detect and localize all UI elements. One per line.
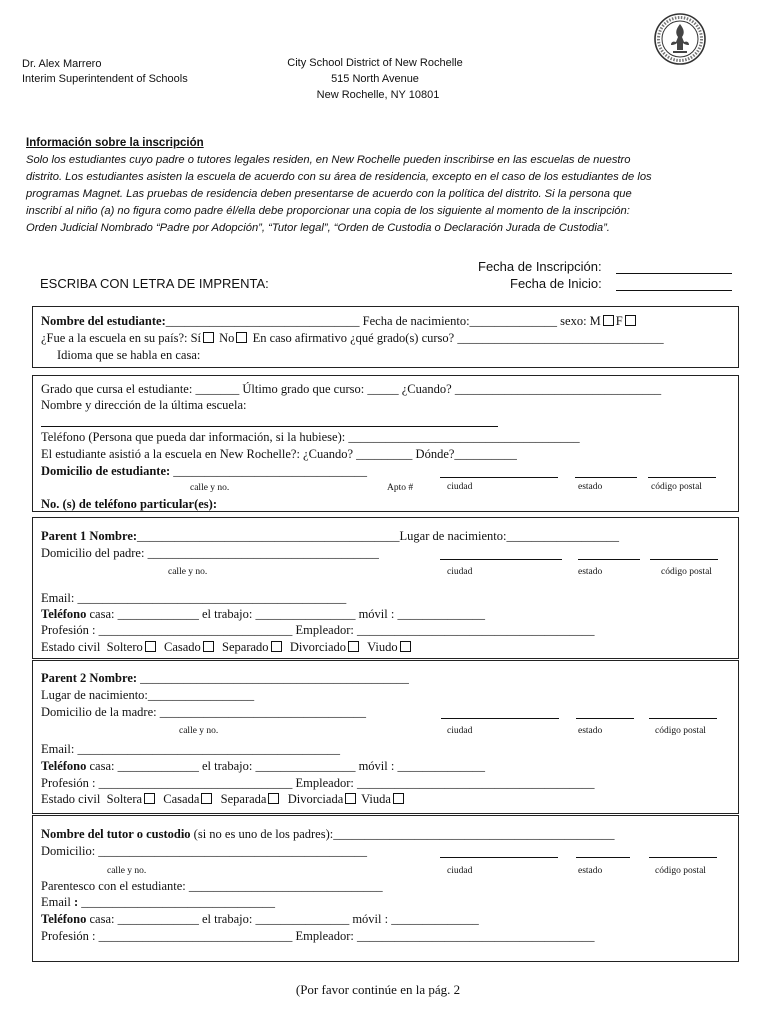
parent2-work-label: el trabajo:: [201, 759, 253, 773]
sex-label: sexo: M: [560, 314, 601, 328]
parent1-city-field[interactable]: [440, 559, 562, 560]
parent2-profession-field[interactable]: _______________________________: [98, 776, 293, 790]
parent1-email-label: Email:: [41, 591, 75, 605]
abroad-no-label: No: [219, 331, 235, 345]
attended-when-field[interactable]: _________: [356, 447, 413, 461]
current-grade-label: Grado que cursa el estudiante:: [41, 382, 193, 396]
parent2-birthplace-label: Lugar de nacimiento:: [41, 688, 148, 702]
caption-state: estado: [578, 482, 603, 492]
grades-question: En caso afirmativo ¿qué grado(s) curso?: [252, 331, 455, 345]
where-label: Dónde?: [415, 447, 455, 461]
abroad-row: [41, 330, 664, 347]
caption-city: ciudad: [447, 567, 473, 577]
parent1-phone-label: Teléfono: [41, 607, 87, 621]
home-phones-label: No. (s) de teléfono particular(es):: [41, 497, 217, 511]
guardian-work-label: el trabajo:: [201, 912, 253, 926]
guardian-home-field[interactable]: _____________: [117, 912, 199, 926]
parent1-name-field[interactable]: __________________________________________: [137, 529, 400, 543]
parent1-phone-row: [41, 606, 485, 623]
guardian-home-label: casa:: [89, 912, 115, 926]
grade-row: [41, 381, 661, 398]
parent1-birthplace-label: Lugar de nacimiento:: [399, 529, 507, 543]
parent2-email-row: [41, 741, 340, 758]
superintendent-name: Dr. Alex Marrero: [22, 58, 102, 70]
last-grade-field[interactable]: _____: [367, 382, 399, 396]
sex-f-checkbox[interactable]: [625, 315, 636, 326]
when-label: ¿Cuando?: [401, 382, 452, 396]
parent1-profession-label: Profesión :: [41, 623, 96, 637]
guardian-profession-field[interactable]: _______________________________: [98, 929, 293, 943]
status-checkbox[interactable]: [271, 641, 282, 652]
info-line-3: programas Magnet. Las pruebas de residencia deben presentarse de acuerdo con la política del distrito. Si la persona que: [26, 188, 632, 200]
status-checkbox[interactable]: [268, 793, 279, 804]
caption-state: estado: [578, 726, 603, 736]
start-date-field[interactable]: [616, 290, 732, 291]
enrollment-date-label: Fecha de Inscripción:: [478, 259, 602, 274]
parent1-work-field[interactable]: ________________: [255, 607, 356, 621]
guardian-relationship-label: Parentesco con el estudiante:: [41, 879, 186, 893]
caption-city: ciudad: [447, 866, 473, 876]
parent2-zip-field[interactable]: [649, 718, 717, 719]
parent2-name-row: [41, 670, 409, 687]
parent1-birthplace-field[interactable]: __________________: [506, 529, 619, 543]
caption-state: estado: [578, 567, 603, 577]
last-school-label: Nombre y dirección de la última escuela:: [41, 398, 247, 412]
parent1-name-row: [41, 528, 619, 545]
guardian-city-field[interactable]: [440, 857, 558, 858]
district-street: 515 North Avenue: [331, 73, 419, 85]
parent2-email-label: Email:: [41, 742, 75, 756]
status-option: Divorciada: [287, 792, 344, 806]
guardian-phone-row: [41, 911, 479, 928]
student-name-label: Nombre del estudiante:: [41, 314, 166, 328]
guardian-mobile-label: móvil :: [352, 912, 389, 926]
parent2-address-field[interactable]: _________________________________: [159, 705, 366, 719]
status-option: Soltera: [106, 792, 143, 806]
guardian-phone-label: Teléfono: [41, 912, 87, 926]
parent1-status-label: Estado civil: [41, 640, 101, 654]
parent2-birthplace-row: [41, 687, 254, 704]
guardian-employer-label: Empleador:: [295, 929, 354, 943]
status-option: Separada: [220, 792, 267, 806]
last-grade-label: Último grado que curso:: [242, 382, 365, 396]
guardian-state-field[interactable]: [576, 857, 630, 858]
superintendent-title: Interim Superintendent of Schools: [22, 73, 188, 85]
guardian-address-label: Domicilio:: [41, 844, 96, 858]
attended-nr-label: El estudiante asistió a la escuela en New Rochelle?: ¿Cuando?: [41, 447, 354, 461]
dob-field[interactable]: ______________: [469, 314, 558, 328]
status-checkbox[interactable]: [201, 793, 212, 804]
grades-field[interactable]: _________________________________: [457, 331, 664, 345]
parent2-birthplace-field[interactable]: _________________: [147, 688, 255, 702]
guardian-name-label: Nombre del tutor o custodio: [41, 827, 191, 841]
district-seal-icon: [653, 12, 707, 71]
status-option: Separado: [222, 640, 269, 654]
last-school-field[interactable]: [41, 426, 498, 427]
abroad-yes-checkbox[interactable]: [203, 332, 214, 343]
status-checkbox[interactable]: [400, 641, 411, 652]
parent2-status-label: Estado civil: [41, 792, 101, 806]
guardian-name-row: [41, 826, 614, 843]
home-language-label: Idioma que se habla en casa:: [57, 348, 201, 362]
guardian-address-field[interactable]: ___________________________________________: [98, 844, 368, 858]
abroad-question: ¿Fue a la escuela en su país?: Sí: [41, 331, 202, 345]
caption-zip: código postal: [661, 567, 712, 577]
parent2-employer-label: Empleador:: [295, 776, 354, 790]
status-option: Casado: [163, 640, 201, 654]
caption-zip: código postal: [655, 726, 706, 736]
caption-street: calle y no.: [179, 726, 219, 736]
status-checkbox[interactable]: [144, 793, 155, 804]
parent2-email-field[interactable]: __________________________________________: [77, 742, 340, 756]
status-option: Viudo: [367, 640, 398, 654]
guardian-mobile-field[interactable]: ______________: [391, 912, 479, 926]
info-line-4: inscribí al niño (a) no figura como padre él/ella debe proporcionar una copia de los siguiente al momento de la inscripción:: [26, 205, 630, 217]
parent1-address-field[interactable]: _____________________________________: [147, 546, 379, 560]
parent2-phone-row: [41, 758, 485, 775]
parent1-zip-field[interactable]: [650, 559, 718, 560]
sex-f-label: F: [615, 314, 623, 328]
info-phone-label: Teléfono (Persona que pueda dar información, si la hubiese):: [41, 430, 346, 444]
attended-nr-row: [41, 446, 517, 463]
status-checkbox[interactable]: [348, 641, 359, 652]
guardian-profession-label: Profesión :: [41, 929, 96, 943]
parent1-state-field[interactable]: [578, 559, 640, 560]
parent2-phone-label: Teléfono: [41, 759, 87, 773]
current-grade-field[interactable]: _______: [195, 382, 240, 396]
caption-city: ciudad: [447, 726, 473, 736]
parent1-work-label: el trabajo:: [201, 607, 253, 621]
guardian-zip-field[interactable]: [649, 857, 717, 858]
parent2-mobile-field[interactable]: ______________: [397, 759, 485, 773]
caption-zip: código postal: [651, 482, 702, 492]
parent2-home-label: casa:: [89, 759, 115, 773]
parent1-email-field[interactable]: ___________________________________________: [77, 591, 347, 605]
caption-apt: Apto #: [387, 483, 414, 493]
parent1-profession-row: [41, 622, 594, 639]
caption-zip: código postal: [655, 866, 706, 876]
student-city-field[interactable]: [440, 477, 558, 478]
status-checkbox[interactable]: [203, 641, 214, 652]
guardian-email-label: Email: [41, 895, 71, 909]
parent2-name-label: Parent 2 Nombre:: [41, 671, 138, 685]
caption-city: ciudad: [447, 482, 473, 492]
guardian-address-row: [41, 843, 367, 860]
guardian-profession-row: [41, 928, 594, 945]
guardian-relationship-row: [41, 878, 383, 895]
district-city: New Rochelle, NY 10801: [316, 89, 440, 101]
dob-label: Fecha de nacimiento:: [362, 314, 470, 328]
parent2-profession-row: [41, 775, 594, 792]
status-checkbox[interactable]: [345, 793, 356, 804]
guardian-email-row: Email : _______________________________: [41, 895, 276, 909]
student-address-field[interactable]: _______________________________: [173, 464, 368, 478]
parent1-name-label: Parent 1 Nombre:: [41, 529, 138, 543]
guardian-work-field[interactable]: _______________: [255, 912, 350, 926]
parent1-address-row: [41, 545, 379, 562]
guardian-name-note: (si no es uno de los padres):: [193, 827, 334, 841]
caption-street: calle y no.: [107, 866, 147, 876]
status-checkbox[interactable]: [393, 793, 404, 804]
status-option: Divorciado: [289, 640, 347, 654]
student-address-row: [41, 463, 367, 480]
continue-note: (Por favor continúe en la pág. 2: [295, 982, 461, 997]
parent2-status-row: [41, 791, 406, 808]
start-date-label: Fecha de Inicio:: [510, 276, 602, 291]
status-checkbox[interactable]: [145, 641, 156, 652]
parent1-profession-field[interactable]: _______________________________: [98, 623, 293, 637]
where-field[interactable]: __________: [454, 447, 517, 461]
parent2-state-field[interactable]: [576, 718, 634, 719]
parent2-city-field[interactable]: [441, 718, 559, 719]
parent1-status-row: [41, 639, 413, 656]
enrollment-date-field[interactable]: [616, 273, 732, 274]
when-field[interactable]: _________________________________: [454, 382, 662, 396]
parent1-mobile-field[interactable]: ______________: [397, 607, 485, 621]
caption-state: estado: [578, 866, 603, 876]
parent1-employer-field[interactable]: ______________________________________: [356, 623, 595, 637]
info-line-2: distrito. Los estudiantes asisten la escuela de acuerdo con su área de residencia, excepto en el caso de los estudiantes de los: [26, 171, 652, 183]
caption-street: calle y no.: [190, 483, 230, 493]
print-instruction: ESCRIBA CON LETRA DE IMPRENTA:: [40, 276, 269, 291]
info-line-1: Solo los estudiantes cuyo padre o tutores legales residen, en New Rochelle pueden inscribirse en las escuelas de nuestro: [26, 154, 631, 166]
abroad-no-checkbox[interactable]: [236, 332, 247, 343]
student-state-field[interactable]: [575, 477, 637, 478]
guardian-relationship-field[interactable]: _______________________________: [188, 879, 383, 893]
parent2-address-label: Domicilio de la madre:: [41, 705, 157, 719]
district-name: City School District of New Rochelle: [287, 57, 463, 69]
status-option: Casada: [163, 792, 200, 806]
student-address-label: Domicilio de estudiante:: [41, 464, 171, 478]
parent2-address-row: [41, 704, 366, 721]
guardian-employer-field[interactable]: ______________________________________: [356, 929, 595, 943]
student-zip-field[interactable]: [648, 477, 716, 478]
status-option: Viuda: [361, 792, 391, 806]
caption-street: calle y no.: [168, 567, 208, 577]
parent1-home-field[interactable]: _____________: [117, 607, 199, 621]
parent2-name-field[interactable]: ___________________________________________: [140, 671, 409, 685]
parent2-profession-label: Profesión :: [41, 776, 96, 790]
parent2-work-field[interactable]: ________________: [255, 759, 356, 773]
parent1-mobile-label: móvil :: [358, 607, 395, 621]
status-option: Soltero: [106, 640, 143, 654]
parent1-employer-label: Empleador:: [295, 623, 354, 637]
student-name-row: [41, 313, 638, 330]
sex-m-checkbox[interactable]: [603, 315, 614, 326]
parent2-home-field[interactable]: _____________: [117, 759, 199, 773]
info-phone-row: [41, 429, 580, 446]
info-line-5: Orden Judicial Nombrado “Padre por Adopción”, “Tutor legal”, “Orden de Custodia o Declaración Jurada de Custodia”.: [26, 222, 610, 234]
info-phone-field[interactable]: _____________________________________: [348, 430, 580, 444]
student-name-field[interactable]: _______________________________: [165, 314, 360, 328]
parent1-home-label: casa:: [89, 607, 115, 621]
parent1-address-label: Domicilio del padre:: [41, 546, 145, 560]
guardian-email-field[interactable]: _______________________________: [81, 895, 276, 909]
parent1-email-row: [41, 590, 346, 607]
parent2-mobile-label: móvil :: [358, 759, 395, 773]
parent2-employer-field[interactable]: ______________________________________: [356, 776, 595, 790]
info-heading: Información sobre la inscripción: [26, 137, 204, 149]
guardian-name-field[interactable]: _____________________________________________: [333, 827, 615, 841]
